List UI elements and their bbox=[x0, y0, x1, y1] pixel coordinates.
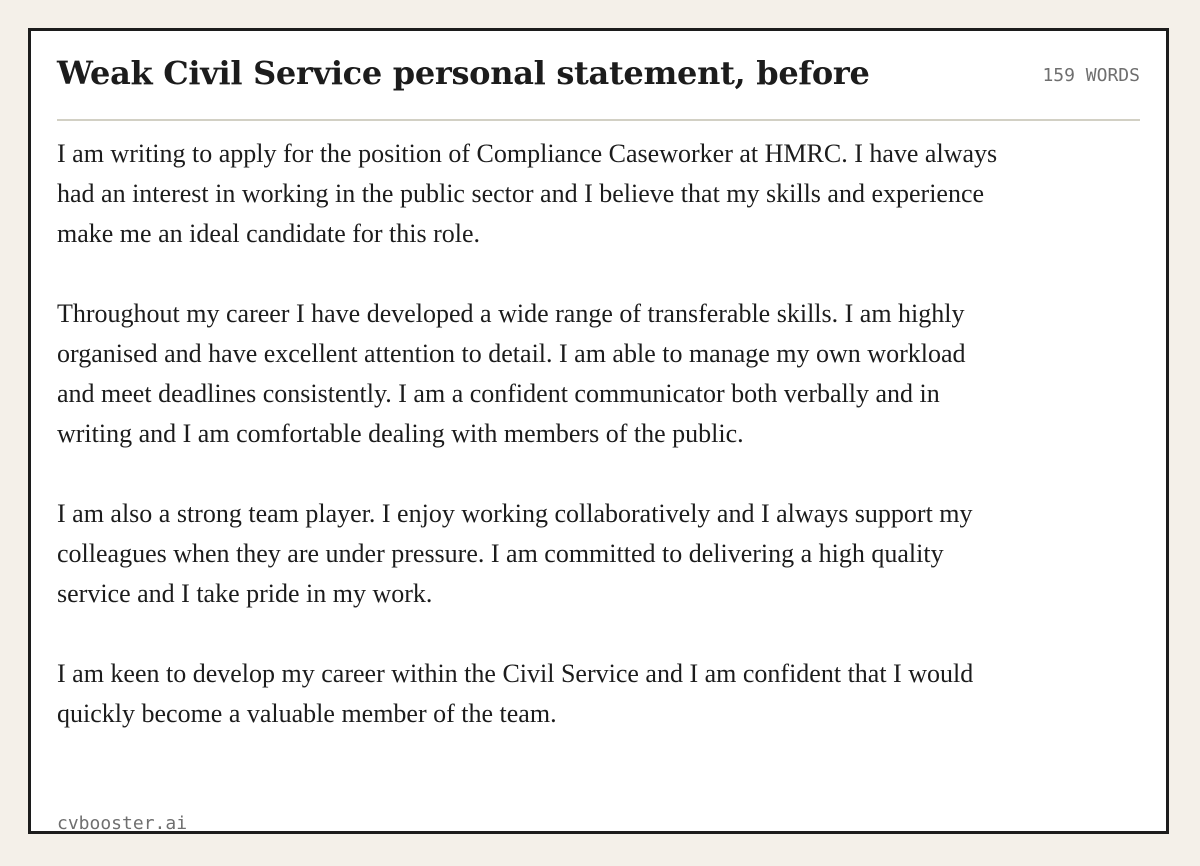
statement-paragraph-2: Throughout my career I have developed a wide range of transferable skills. I am highly organised and have excellent attention to detail. I am able to manage my own workload and meet deadlines consistently. I am a confident communicator both verbally and in writing and I am comfortable dealing with members of the public. bbox=[57, 299, 966, 448]
statement-paragraph-4: I am keen to develop my career within the Civil Service and I am confident that I would quickly become a valuable member of the team. bbox=[57, 659, 974, 728]
word-count-label: 159 WORDS bbox=[1042, 65, 1140, 86]
statement-card bbox=[28, 28, 1169, 834]
statement-paragraph-3: I am also a strong team player. I enjoy working collaboratively and I always support my colleagues when they are under pressure. I am committed to delivering a high quality service and I take pride in my work. bbox=[57, 499, 973, 608]
statement-body bbox=[57, 134, 1007, 734]
brand-footer: cvbooster.ai bbox=[57, 813, 188, 834]
statement-paragraph-1: I am writing to apply for the position of Compliance Caseworker at HMRC. I have always had an interest in working in the public sector and I believe that my skills and experience make me an ideal candidate for this role. bbox=[57, 139, 998, 248]
card-header bbox=[57, 51, 1140, 121]
page-title: Weak Civil Service personal statement, before bbox=[57, 54, 870, 92]
